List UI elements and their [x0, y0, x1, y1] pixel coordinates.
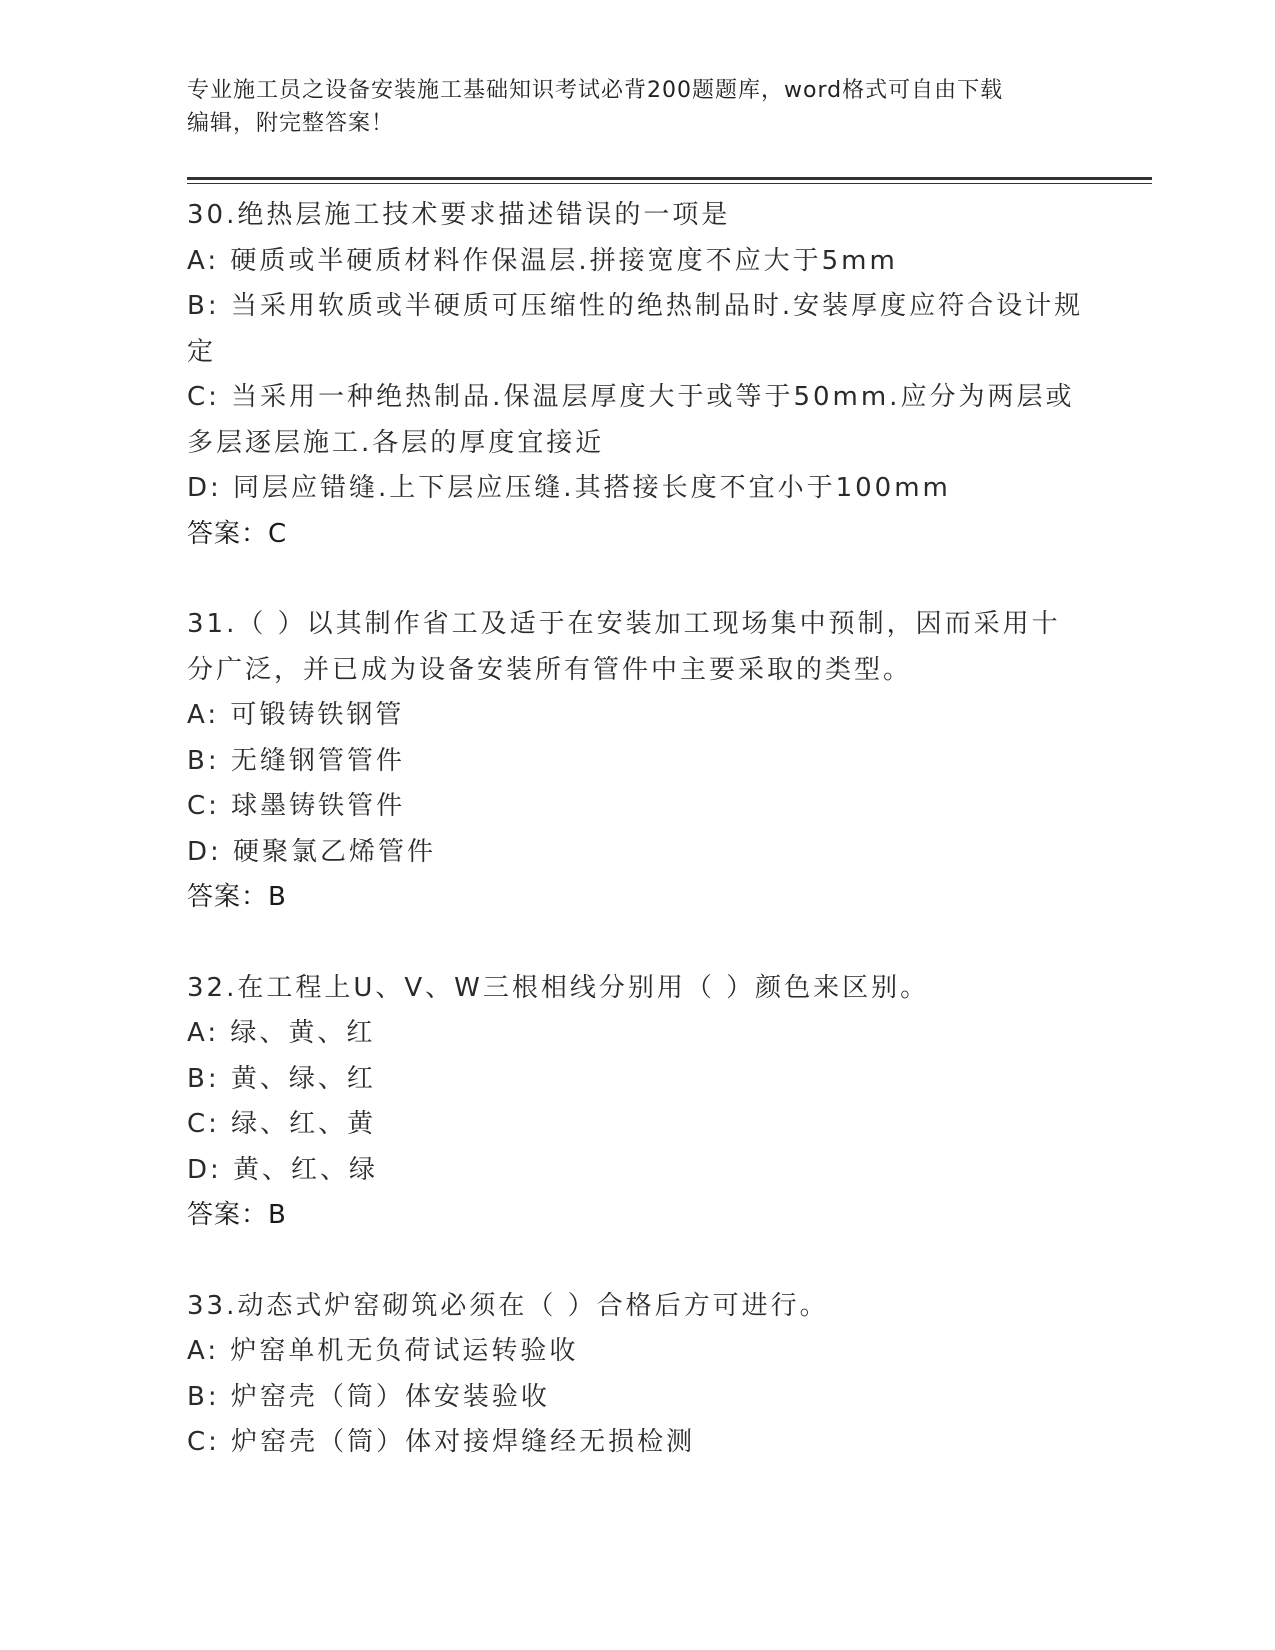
option-d: D: 同层应错缝.上下层应压缝.其搭接长度不宜小于100mm — [187, 473, 951, 503]
answer: 答案：B — [187, 1200, 287, 1230]
option-d: D: 黄、红、绿 — [187, 1154, 379, 1185]
question-text: 32.在工程上U、V、W三根相线分别用（ ）颜色来区别。 — [187, 972, 930, 1003]
question-33 — [187, 1284, 1087, 1466]
option-b: B: 黄、绿、红 — [187, 1063, 376, 1094]
option-d: D: 硬聚氯乙烯管件 — [187, 836, 437, 867]
question-30 — [187, 193, 1087, 557]
answer: 答案：C — [187, 518, 288, 549]
option-c: C: 绿、红、黄 — [187, 1109, 377, 1139]
header-divider-thin — [187, 183, 1152, 184]
header-line-1: 专业施工员之设备安装施工基础知识考试必背200题题库，word格式可自由下载 — [187, 78, 1004, 103]
question-list — [187, 193, 1087, 1511]
option-b: B: 无缝钢管管件 — [187, 745, 405, 776]
header-divider-thick — [187, 177, 1152, 180]
option-a: A: 炉窑单机无负荷试运转验收 — [187, 1336, 579, 1366]
answer: 答案：B — [187, 882, 287, 912]
option-c: C: 当采用一种绝热制品.保温层厚度大于或等于50mm.应分为两层或多层逐层施工.各层的厚度宜接近 — [187, 382, 1075, 458]
option-b: B: 炉窑壳（筒）体安装验收 — [187, 1381, 550, 1412]
document-header — [187, 74, 1087, 140]
option-a: A: 可锻铸铁钢管 — [187, 700, 405, 730]
option-a: A: 绿、黄、红 — [187, 1018, 376, 1048]
question-text: 31.（ ）以其制作省工及适于在安装加工现场集中预制，因而采用十分广泛，并已成为设备安装所有管件中主要采取的类型。 — [187, 609, 1061, 685]
question-32 — [187, 966, 1087, 1239]
question-text: 30.绝热层施工技术要求描述错误的一项是 — [187, 200, 731, 230]
option-a: A: 硬质或半硬质材料作保温层.拼接宽度不应大于5mm — [187, 245, 898, 276]
question-31 — [187, 602, 1087, 921]
option-c: C: 球墨铸铁管件 — [187, 791, 406, 821]
header-line-2: 编辑，附完整答案！ — [187, 111, 395, 136]
option-b: B: 当采用软质或半硬质可压缩性的绝热制品时.安装厚度应符合设计规定 — [187, 291, 1084, 367]
question-text: 33.动态式炉窑砌筑必须在（ ）合格后方可进行。 — [187, 1290, 829, 1321]
option-c: C: 炉窑壳（筒）体对接焊缝经无损检测 — [187, 1427, 696, 1457]
